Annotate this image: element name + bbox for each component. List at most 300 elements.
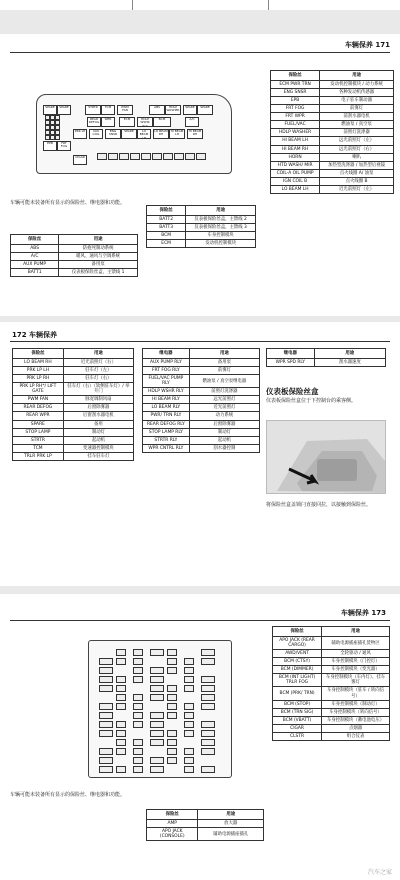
fuse-slot xyxy=(167,712,177,719)
col-header: 继电器 xyxy=(267,349,315,359)
fuse-usage-cell: 起动机 xyxy=(189,436,259,444)
fuse-slot xyxy=(116,694,126,701)
table-row xyxy=(13,396,134,404)
fuse-usage-cell: 后窗除雾器 xyxy=(189,420,259,428)
fuse-code-cell: HI BEAM LH xyxy=(271,137,320,145)
fuse-code-cell: EPB xyxy=(271,97,320,105)
fuse-slot xyxy=(133,658,143,665)
fuse-slot: SPARE xyxy=(197,105,213,115)
table-row xyxy=(147,216,256,224)
fuse-usage-cell: 刮水器控制 xyxy=(189,444,259,452)
fuse-code-cell: BCM (PRK/ TRN) xyxy=(273,687,322,700)
fuse-slot xyxy=(116,766,126,773)
fuse-usage-cell: 全轮驱动 / 通风 xyxy=(322,650,390,658)
fuse-slot xyxy=(133,703,143,710)
mini-fuse-slot xyxy=(130,153,140,160)
table-row xyxy=(147,224,256,232)
table-row xyxy=(143,359,260,367)
col-header: 用途 xyxy=(320,71,394,81)
fuse-slot xyxy=(99,685,113,692)
fuse-slot xyxy=(167,658,177,665)
fuse-slot xyxy=(99,757,113,764)
table-row xyxy=(143,412,260,420)
fuse-box-location-photo xyxy=(266,420,386,494)
fuse-slot: ENG SNSR xyxy=(105,129,121,139)
fuse-code-cell: BATT3 xyxy=(147,224,186,232)
fuse-code-cell: HDLP WSHR RLY xyxy=(143,388,190,396)
fuse-usage-cell: 仪表板保险丝盒，主馈线 1 xyxy=(59,269,138,277)
page-header: 车辆保养 171 xyxy=(344,41,390,49)
fuse-slot: HDLP WSHR RLY xyxy=(137,117,153,127)
table-row xyxy=(13,436,134,444)
fuse-usage-cell: 车身控制模块（转向信号） xyxy=(322,708,390,716)
fuse-slot: STRTR xyxy=(85,105,101,115)
table-row xyxy=(273,666,390,674)
fuse-slot xyxy=(99,667,113,674)
fuse-code-cell: HDLP WASHER xyxy=(271,129,320,137)
fuse-slot xyxy=(116,658,126,665)
fuse-code-cell: APO JACK (REAR CARGO) xyxy=(273,637,322,650)
table-row xyxy=(143,420,260,428)
fuse-usage-cell: 辅助电源插座插孔货物区 xyxy=(322,637,390,650)
col-header: 用途 xyxy=(189,349,259,359)
top-strip xyxy=(0,0,400,10)
fuse-usage-cell: 发动机控制模块 / 动力系统 xyxy=(320,81,394,89)
fuse-code-cell: HTD WASH/ MIR xyxy=(271,161,320,169)
fuse-usage-cell: 近光前照灯（右） xyxy=(63,359,133,367)
fuse-code-cell: HI BEAM RH xyxy=(271,145,320,153)
fuse-code-cell: STOP LAMP RLY xyxy=(143,428,190,436)
fuse-usage-cell: 前雾灯 xyxy=(189,367,259,375)
fuse-usage-cell: 前照灯洗涤器 xyxy=(320,129,394,137)
table-row xyxy=(143,375,260,388)
table-row xyxy=(143,367,260,375)
fuse-slot: REAR DEFOG xyxy=(87,117,101,127)
table-row xyxy=(273,650,390,658)
watermark: 汽车之家 xyxy=(367,869,392,876)
fuse-slot xyxy=(99,658,113,665)
table-row xyxy=(143,444,260,452)
fuse-code-cell: SPARE xyxy=(13,420,64,428)
fuse-slot xyxy=(184,766,194,773)
fuse-slot: ECM xyxy=(119,117,135,127)
fuse-slot xyxy=(150,739,164,746)
table-row xyxy=(13,375,134,383)
fuse-slot xyxy=(184,703,194,710)
fuse-usage-cell: 动力系统 xyxy=(189,412,259,420)
fuse-slot: SPARE xyxy=(121,129,137,139)
fuse-slot xyxy=(167,748,177,755)
fuse-usage-cell: 发动机控制模块 xyxy=(186,240,256,248)
mini-fuse-slot xyxy=(119,153,129,160)
fuse-code-cell: CIGAR xyxy=(273,724,322,732)
fuse-slot: BCM xyxy=(153,117,171,127)
fuse-slot: CIGAR xyxy=(73,155,87,165)
fuse-usage-cell: 点火线圈 A/ 油泵 xyxy=(320,169,394,177)
table-row xyxy=(271,129,394,137)
fuse-usage-cell: 加热型洗涤器 / 加热型后视镜 xyxy=(320,161,394,169)
fuse-slot xyxy=(133,712,143,719)
table-row xyxy=(13,420,134,428)
fuse-code-cell: IGN COIL B xyxy=(271,177,320,185)
caption: 车辆可能未装备所有显示的保险丝、继电器和功能。 xyxy=(10,792,126,798)
table-row xyxy=(11,253,138,261)
col-header: 保险丝 xyxy=(147,206,186,216)
fuse-slot xyxy=(116,721,126,728)
fuse-usage-cell: 驻车灯（右） xyxy=(63,375,133,383)
fuse-slot xyxy=(99,703,113,710)
header-rule xyxy=(10,620,390,621)
fuse-code-cell: A/C xyxy=(11,253,59,261)
fuse-slot xyxy=(150,766,164,773)
fuse-usage-cell: 各种发动机传感器 xyxy=(320,89,394,97)
fuse-slot xyxy=(99,712,113,719)
fuse-code-cell: PWM FAN xyxy=(13,396,64,404)
fuse-slot: FRT FOG xyxy=(57,141,71,151)
fuse-slot xyxy=(150,757,164,764)
fuse-table-3 xyxy=(270,70,394,194)
fuse-code-cell: PRK LP RH*/ LIFT GATE xyxy=(13,383,64,396)
table-row xyxy=(147,820,264,828)
fuse-code-cell: BCM xyxy=(147,232,186,240)
fuse-usage-cell: 近光前照灯（左） xyxy=(320,185,394,193)
fuse-slot xyxy=(167,649,177,656)
fuse-usage-cell: 点火线圈 B xyxy=(320,177,394,185)
fuse-code-cell: ABS xyxy=(11,245,59,253)
mini-fuse-slot xyxy=(141,153,151,160)
fuse-slot xyxy=(184,757,194,764)
fuse-code-cell: HI BEAM RLY xyxy=(143,396,190,404)
page-172 xyxy=(0,322,400,586)
fuse-usage-cell: 车身控制模块（变光器） xyxy=(322,666,390,674)
fuse-usage-cell: 仪表板保险丝盒，主馈线 2 xyxy=(186,216,256,224)
table-row xyxy=(271,121,394,129)
fuse-code-cell: AMP xyxy=(147,820,198,828)
fuse-usage-cell: 起动机 xyxy=(63,436,133,444)
fuse-code-cell: LO BEAM LH xyxy=(271,185,320,193)
fuse-slot xyxy=(167,667,177,674)
table-row xyxy=(147,828,264,841)
fuse-code-cell: BCM (STOP) xyxy=(273,700,322,708)
table-row xyxy=(273,700,390,708)
fuse-usage-cell: 远光前照灯 xyxy=(189,396,259,404)
fuse-code-cell: FUEL/VAC xyxy=(271,121,320,129)
fuse-slot xyxy=(150,649,164,656)
fuse-usage-cell: 燃油泵 / 真空泵继电器 xyxy=(189,375,259,388)
table-row xyxy=(13,428,134,436)
table-row xyxy=(271,113,394,121)
fuse-code-cell: AUX PUMP RLY xyxy=(143,359,190,367)
table-row xyxy=(13,359,134,367)
fuse-usage-cell: 车身控制模块（制动灯） xyxy=(322,700,390,708)
col-header: 保险丝 xyxy=(13,349,64,359)
table-row xyxy=(271,137,394,145)
fuse-slot xyxy=(133,667,143,674)
table-row xyxy=(271,177,394,185)
caption: 车辆可能未装备所有显示的保险丝、继电器和功能。 xyxy=(10,200,126,206)
fuse-slot xyxy=(99,748,113,755)
fuse-slot xyxy=(184,676,194,683)
fuse-slot xyxy=(133,748,143,755)
col-header: 用途 xyxy=(59,235,138,245)
table-row xyxy=(147,240,256,248)
table-row xyxy=(273,674,390,687)
fuse-slot xyxy=(116,739,126,746)
col-header: 保险丝 xyxy=(271,71,320,81)
fuse-usage-cell: 刮水器速度 xyxy=(314,359,385,367)
fuse-slot xyxy=(150,721,164,728)
fuse-code-cell: STRTR xyxy=(13,436,64,444)
fuse-usage-cell: 后窗刮水器电机 xyxy=(63,412,133,420)
table-row xyxy=(271,161,394,169)
fuse-code-cell: WPR SPD RLY xyxy=(267,359,315,367)
fuse-code-cell: TCM xyxy=(13,444,64,452)
table-row xyxy=(267,359,386,367)
table-row xyxy=(273,658,390,666)
page-173 xyxy=(0,594,400,880)
fuse-usage-cell: 点烟器 xyxy=(322,724,390,732)
fuse-slot xyxy=(133,757,143,764)
fuse-slot xyxy=(201,730,215,737)
fuse-code-cell: BCM (DIMMER) xyxy=(273,666,322,674)
table-row xyxy=(13,367,134,375)
fuse-slot xyxy=(184,721,194,728)
mini-fuse-slot xyxy=(185,153,195,160)
col-header: 保险丝 xyxy=(147,810,198,820)
table-row xyxy=(271,97,394,105)
fuse-slot xyxy=(184,685,194,692)
fuse-slot: EPB xyxy=(43,141,57,151)
fuse-slot xyxy=(116,703,126,710)
table-row xyxy=(271,185,394,193)
fuse-slot xyxy=(99,676,113,683)
fuse-usage-cell: 后窗除雾器 xyxy=(63,404,133,412)
fuse-slot: IGN COIL xyxy=(89,129,103,139)
fuse-slot xyxy=(150,667,164,674)
fuse-slot xyxy=(133,694,143,701)
fuse-code-cell: LO BEAM RH xyxy=(13,359,64,367)
fuse-code-cell: HORN xyxy=(271,153,320,161)
fuse-code-cell: FRT FOG xyxy=(271,105,320,113)
fuse-code-cell: REAR DEFOG RLY xyxy=(143,420,190,428)
fuse-code-cell: CLSTR xyxy=(273,732,322,740)
fuse-slot: PRK LP xyxy=(73,129,87,139)
table-row xyxy=(11,245,138,253)
fuse-slot xyxy=(184,730,194,737)
col-header: 继电器 xyxy=(143,349,190,359)
page-171 xyxy=(0,34,400,316)
fuse-slot xyxy=(116,730,126,737)
fuse-usage-cell: 放大器 xyxy=(198,820,264,828)
fuse-slot xyxy=(201,703,215,710)
header-rule xyxy=(10,341,390,342)
table-row xyxy=(13,383,134,396)
mini-fuse-slot xyxy=(97,153,107,160)
fuse-usage-cell: 挂车驻车灯 xyxy=(63,452,133,460)
fuse-code-cell: FRT FOG RLY xyxy=(143,367,190,375)
fuse-code-cell: ECM xyxy=(147,240,186,248)
table-row xyxy=(273,687,390,700)
fuse-slot xyxy=(201,658,215,665)
fuse-usage-cell: 前刮水器电机 xyxy=(320,113,394,121)
fuse-usage-cell: 前照灯洗涤器 xyxy=(189,388,259,396)
fuse-slot xyxy=(150,676,164,683)
fuse-slot: LO BEAM LH xyxy=(137,129,151,139)
fuse-slot xyxy=(116,748,126,755)
fuse-slot: SPARE xyxy=(57,105,71,115)
fuse-slot xyxy=(99,730,113,737)
table-row xyxy=(271,153,394,161)
fuse-usage-cell: 车身控制模块（蓄电池电压） xyxy=(322,716,390,724)
table-row xyxy=(271,169,394,177)
fuse-slot xyxy=(201,685,215,692)
fuse-slot: HI BEAM RH xyxy=(187,129,203,139)
fuse-code-cell: STOP LAMP xyxy=(13,428,64,436)
fuse-slot: ABS xyxy=(149,105,165,115)
fuse-slot: TCM xyxy=(101,105,115,115)
fuse-code-cell: REAR WPR xyxy=(13,412,64,420)
fuse-slot xyxy=(167,757,177,764)
fuse-slot xyxy=(201,676,215,683)
table-row xyxy=(271,105,394,113)
mini-fuse-slot xyxy=(196,153,206,160)
table-row xyxy=(11,261,138,269)
fuse-slot xyxy=(167,685,177,692)
fuse-slot xyxy=(201,766,215,773)
fuse-usage-cell: 车身控制模块（门控灯） xyxy=(322,658,390,666)
fuse-slot xyxy=(167,703,177,710)
col-header: 用途 xyxy=(63,349,133,359)
fuse-slot xyxy=(133,676,143,683)
table-row xyxy=(273,637,390,650)
table-row xyxy=(13,452,134,460)
table-row xyxy=(273,708,390,716)
fuse-usage-cell: 变速器控制模块 xyxy=(63,444,133,452)
relay-table-1 xyxy=(142,348,260,453)
fuse-slot xyxy=(133,766,143,773)
fuse-slot: PWM FAN xyxy=(117,105,133,115)
mini-fuse-slot xyxy=(163,153,173,160)
fuse-slot xyxy=(133,721,143,728)
table-row xyxy=(271,81,394,89)
mini-fuse-slot xyxy=(152,153,162,160)
fuse-usage-cell: 组合仪表 xyxy=(322,732,390,740)
fuse-code-cell: APO JACK (CONSOLE) xyxy=(147,828,198,841)
col-header: 用途 xyxy=(198,810,264,820)
fuse-slot: LO BEAM RH xyxy=(153,129,169,139)
col-header: 用途 xyxy=(186,206,256,216)
fuse-usage-cell: 喇叭 xyxy=(320,153,394,161)
fuse-slot xyxy=(99,766,113,773)
fuse-slot xyxy=(201,694,215,701)
header-rule xyxy=(10,52,390,53)
fuse-usage-cell: 仪表板保险丝盒，主馈线 3 xyxy=(186,224,256,232)
fuse-table-2 xyxy=(146,205,256,248)
fuse-slot xyxy=(184,712,194,719)
fuse-usage-cell: 备用 xyxy=(63,420,133,428)
fuse-slot: SPARE xyxy=(183,105,197,115)
fuse-code-cell: BCM (TRN SIG) xyxy=(273,708,322,716)
section-title: 仪表板保险丝盒 xyxy=(266,387,319,396)
table-row xyxy=(143,396,260,404)
fuse-slot xyxy=(201,739,215,746)
table-row xyxy=(13,412,134,420)
fuse-slot xyxy=(116,685,126,692)
fuse-usage-cell: 车身控制模块（车内灯）、挂车雾灯 xyxy=(322,674,390,687)
fuse-table-1 xyxy=(146,809,264,841)
table-row xyxy=(273,716,390,724)
table-row xyxy=(143,404,260,412)
fuse-usage-cell: 辅助电源插座插孔 xyxy=(198,828,264,841)
fuse-slot: HDLP WASHER xyxy=(165,105,181,115)
relay-table-2 xyxy=(266,348,386,367)
fuse-code-cell: COIL-A OIL PUMP xyxy=(271,169,320,177)
fuse-table-1 xyxy=(10,234,138,277)
fuse-code-cell: BCM (VBATT) xyxy=(273,716,322,724)
fuse-usage-cell: 制动灯 xyxy=(63,428,133,436)
page-header: 车辆保养 173 xyxy=(340,609,386,617)
fuse-slot xyxy=(99,721,113,728)
fuse-slot xyxy=(150,730,164,737)
fuse-code-cell: AUX PUMP xyxy=(11,261,59,269)
fuse-slot xyxy=(150,685,164,692)
fuse-slot xyxy=(184,658,194,665)
fuse-code-cell: PWR/ TRN RLY xyxy=(143,412,190,420)
fuse-slot: SPARE xyxy=(43,105,57,115)
fuse-slot: WPR xyxy=(101,117,115,127)
fuse-usage-cell: 车身控制模块 xyxy=(186,232,256,240)
fuse-slot xyxy=(167,694,177,701)
fuse-slot xyxy=(133,649,143,656)
fuse-code-cell: REAR DEFOG xyxy=(13,404,64,412)
table-row xyxy=(13,404,134,412)
fuse-code-cell: LO BEAM RLY xyxy=(143,404,190,412)
fuse-usage-cell: 备用泵 xyxy=(59,261,138,269)
table-row xyxy=(147,232,256,240)
fuse-slot xyxy=(133,739,143,746)
fuse-usage-cell: 电子驻车制动器 xyxy=(320,97,394,105)
section-body: 仪表板保险丝盒位于下控制台的乘客侧。 xyxy=(266,398,357,404)
table-row xyxy=(11,269,138,277)
fuse-slot xyxy=(201,721,215,728)
table-row xyxy=(13,444,134,452)
mini-fuse-slot xyxy=(55,135,60,140)
table-row xyxy=(273,724,390,732)
fuse-usage-cell: 近光前照灯 xyxy=(189,404,259,412)
fuse-usage-cell: 防抱死制动系统 xyxy=(59,245,138,253)
fuse-code-cell: TRLR PRK LP xyxy=(13,452,64,460)
col-header: 保险丝 xyxy=(11,235,59,245)
mini-fuse-slot xyxy=(174,153,184,160)
fuse-code-cell: ENG SNSR xyxy=(271,89,320,97)
fuse-code-cell: FRT WPR xyxy=(271,113,320,121)
fuse-code-cell: AWD/VENT xyxy=(273,650,322,658)
fuse-slot xyxy=(201,649,215,656)
fuse-code-cell: BATT1 xyxy=(11,269,59,277)
fuse-code-cell: STRTR RLY xyxy=(143,436,190,444)
table-row xyxy=(271,145,394,153)
fuse-usage-cell: 备用泵 xyxy=(189,359,259,367)
fuse-usage-cell: 驻车灯（右）（软侧驻车灯）/ 举升门 xyxy=(63,383,133,396)
fuse-slot xyxy=(116,649,126,656)
col-header: 用途 xyxy=(314,349,385,359)
page-header: 172 车辆保养 xyxy=(12,331,58,339)
fuse-code-cell: WPR CNTRL RLY xyxy=(143,444,190,452)
fuse-slot: HI BEAM LH xyxy=(169,129,185,139)
fuse-code-cell: PRK LP RH xyxy=(13,375,64,383)
underhood-fuse-box-diagram xyxy=(36,94,232,174)
fuse-table-1 xyxy=(12,348,134,461)
